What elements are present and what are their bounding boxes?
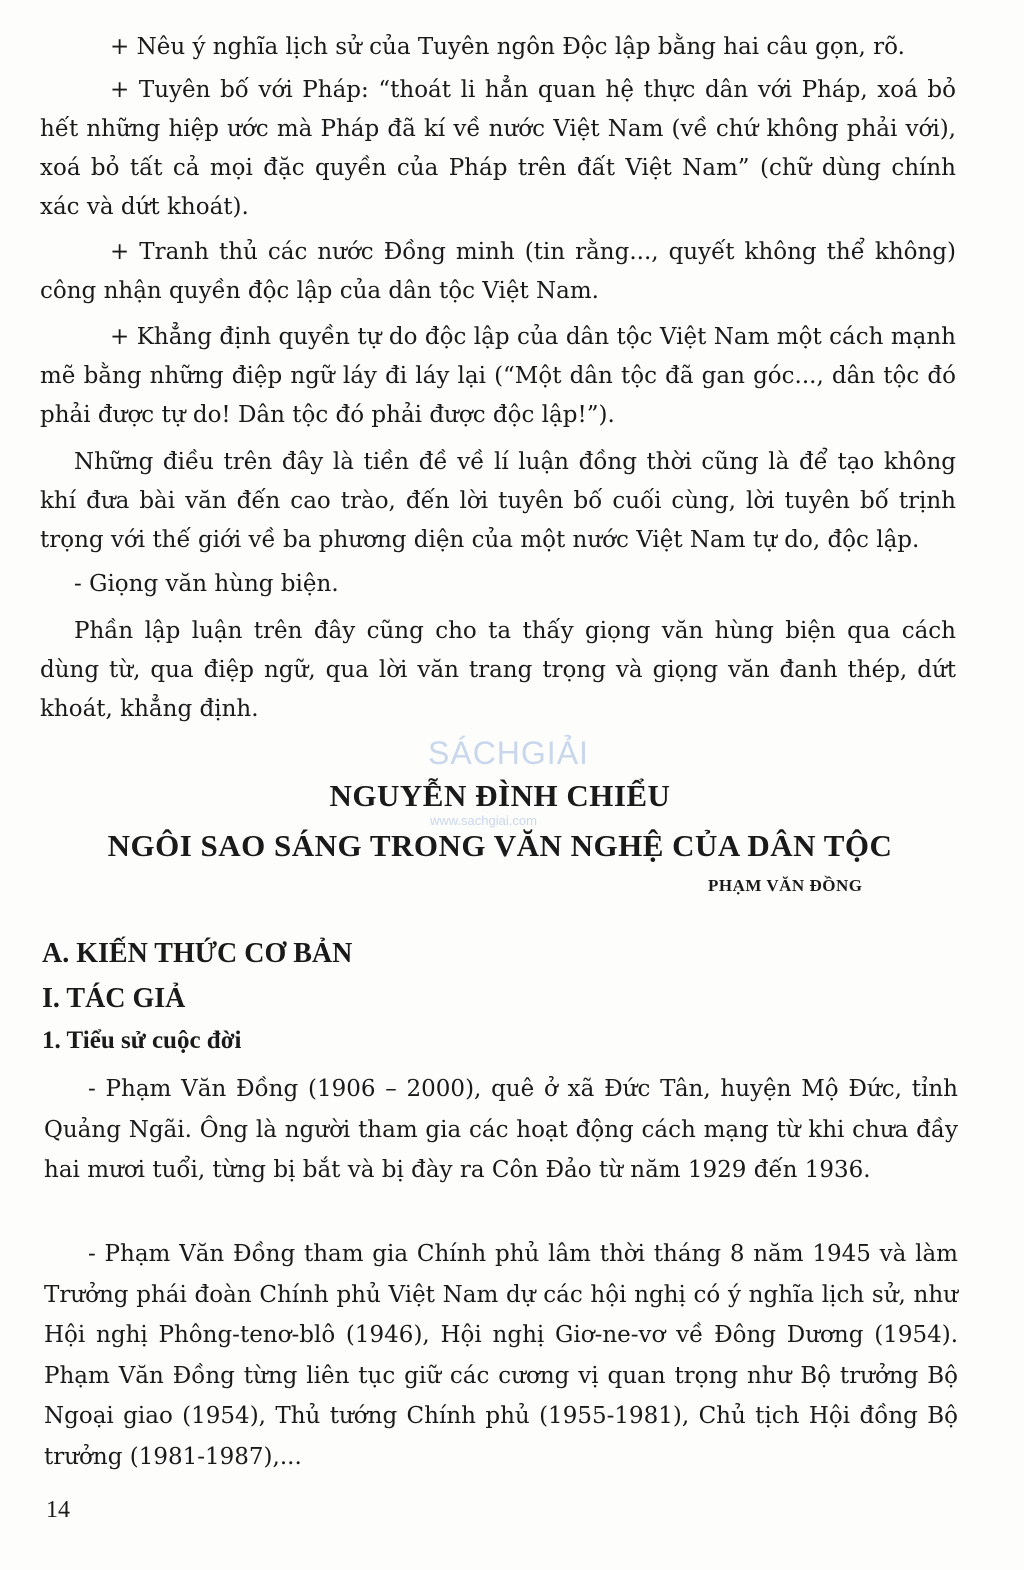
subsection-1-heading: 1. Tiểu sử cuộc đời bbox=[42, 1027, 242, 1054]
paragraph-6: - Giọng văn hùng biện. bbox=[74, 571, 339, 597]
bio-paragraph-1: - Phạm Văn Đồng (1906 – 2000), quê ở xã Đức Tân, huyện Mộ Đức, tỉnh Quảng Ngãi. Ông là người tham gia các hoạt động cách mạng từ khi chưa đầy hai mươi tuổi, từng bị bắt và bị đày ra Côn Đảo từ năm 1929 đến 1936. bbox=[44, 1076, 958, 1183]
author-name: PHẠM VĂN ĐỒNG bbox=[708, 876, 863, 895]
section-a-heading: A. KIẾN THỨC CƠ BẢN bbox=[42, 938, 353, 969]
paragraph-2: + Tuyên bố với Pháp: “thoát li hẳn quan hệ thực dân với Pháp, xoá bỏ hết những hiệp ước mà Pháp đã kí về nước Việt Nam (về chứ không phải với), xoá bỏ tất cả mọi đặc quyền của Pháp trên đất Việt Nam” (chữ dùng chính xác và dứt khoát). bbox=[40, 77, 956, 220]
paragraph-5: Những điều trên đây là tiền đề về lí luận đồng thời cũng là để tạo không khí đưa bài văn đến cao trào, đến lời tuyên bố cuối cùng, lời tuyên bố trịnh trọng với thế giới về ba phương diện của một nước Việt Nam tự do, độc lập. bbox=[40, 449, 956, 553]
paragraph-7: Phần lập luận trên đây cũng cho ta thấy giọng văn hùng biện qua cách dùng từ, qua điệp ngữ, qua lời văn trang trọng và giọng văn đanh thép, dứt khoát, khẳng định. bbox=[40, 618, 956, 722]
bio-paragraph-2: - Phạm Văn Đồng tham gia Chính phủ lâm thời tháng 8 năm 1945 và làm Trưởng phái đoàn Chính phủ Việt Nam dự các hội nghị có ý nghĩa lịch sử, như Hội nghị Phông-tenơ-blô (1946), Hội nghị Giơ-ne-vơ về Đông Dương (1954). Phạm Văn Đồng từng liên tục giữ các cương vị quan trọng như Bộ trưởng Bộ Ngoại giao (1954), Thủ tướng Chính phủ (1955-1981), Chủ tịch Hội đồng Bộ trưởng (1981-1987),... bbox=[44, 1241, 958, 1470]
watermark-url: www.sachgiai.com bbox=[430, 813, 537, 828]
paragraph-4: + Khẳng định quyền tự do độc lập của dân tộc Việt Nam một cách mạnh mẽ bằng những điệp ngữ láy đi láy lại (“Một dân tộc đã gan góc..., dân tộc đó phải được tự do! Dân tộc đó phải được độc lập!”). bbox=[40, 324, 956, 428]
watermark-brand: SÁCHGIẢI bbox=[428, 735, 589, 771]
page-number: 14 bbox=[46, 1497, 70, 1523]
paragraph-3: + Tranh thủ các nước Đồng minh (tin rằng..., quyết không thể không) công nhận quyền độc lập của dân tộc Việt Nam. bbox=[40, 239, 956, 304]
section-i-heading: I. TÁC GIẢ bbox=[42, 983, 186, 1014]
title-line-2: NGÔI SAO SÁNG TRONG VĂN NGHỆ CỦA DÂN TỘC bbox=[107, 828, 893, 863]
paragraph-1: + Nêu ý nghĩa lịch sử của Tuyên ngôn Độc lập bằng hai câu gọn, rõ. bbox=[110, 34, 905, 60]
title-line-1: NGUYỄN ĐÌNH CHIỂU bbox=[329, 778, 671, 813]
